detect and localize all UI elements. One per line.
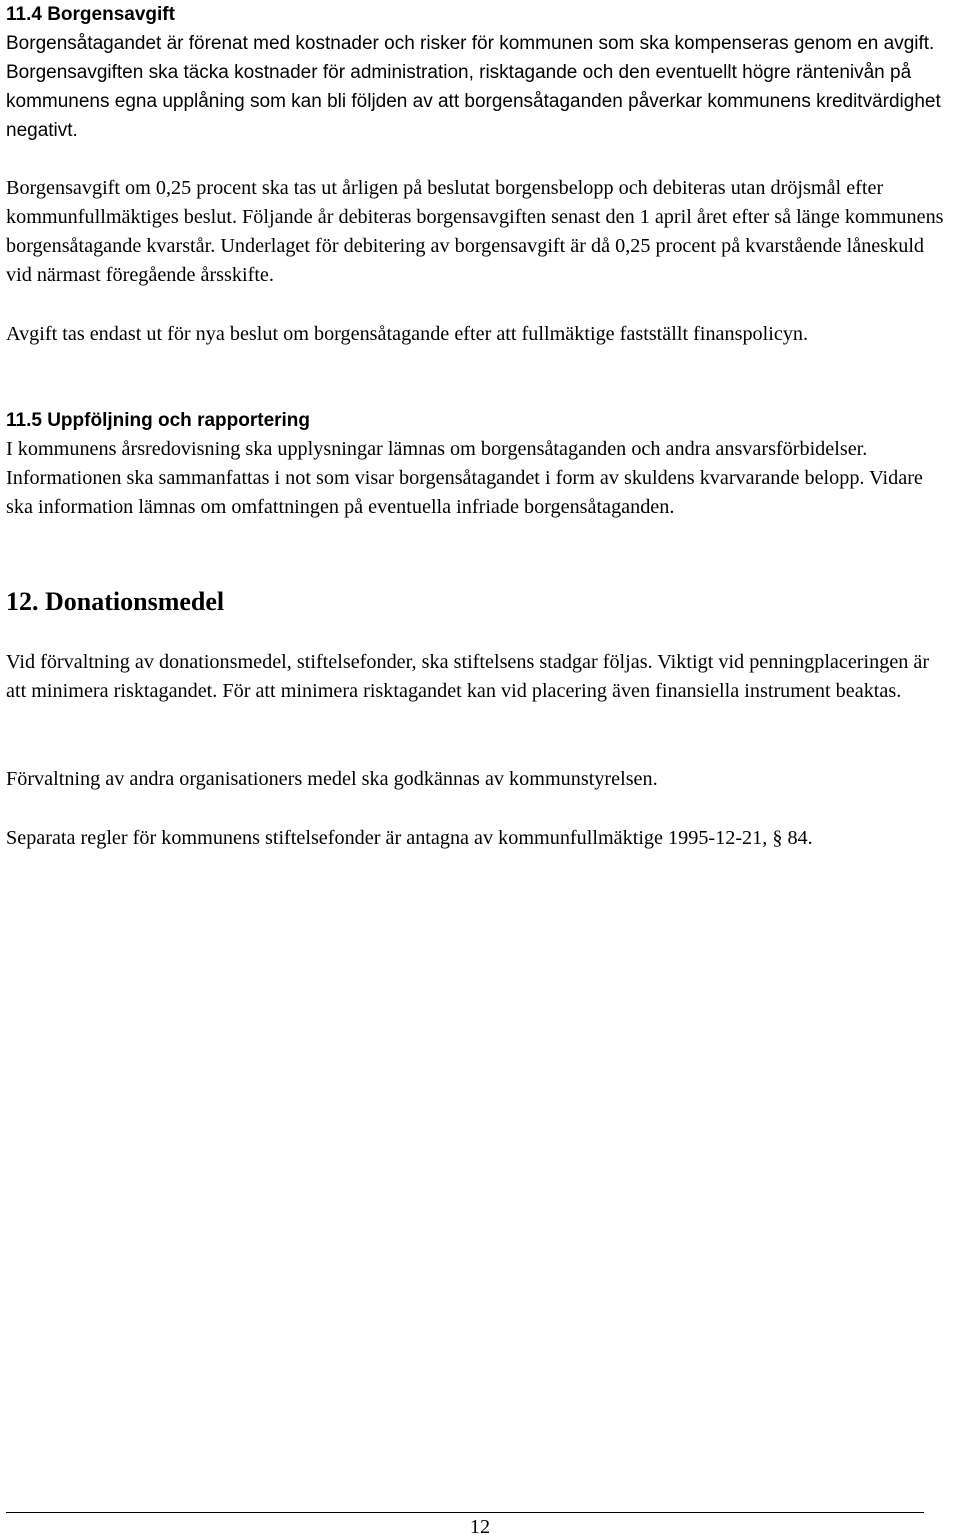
paragraph: Borgensavgift om 0,25 procent ska tas ut årligen på beslutat borgensbelopp och debiteras utan dröjsmål efter kommunfullmäktiges beslut. Följande år debiteras borgensavgiften senast den 1 april året efter så länge kommunens borgensåtagande kvarstår. Underlaget för debitering av borgensavgift är då 0,25 procent på kvarstående låneskuld vid närmast föregående årsskifte. [6, 177, 944, 286]
section-heading: 11.5 Uppföljning och rapportering [6, 410, 311, 431]
footer-divider [6, 1512, 924, 1513]
page-number: 12 [469, 1516, 491, 1538]
paragraph-other-organisations [6, 765, 954, 794]
paragraph: Vid förvaltning av donationsmedel, stiftelsefonder, ska stiftelsens stadgar följas. Viktigt vid penningplaceringen är att minimera risktagandet. För att minimera risktagandet kan vid placering även finansiella instrument beaktas. [6, 651, 930, 702]
paragraph: Separata regler för kommunens stiftelsefonder är antagna av kommunfullmäktige 1995-12-21, § 84. [6, 827, 813, 849]
section-intro: Borgensåtagandet är förenat med kostnader och risker för kommunen som ska kompenseras genom en avgift. Borgensavgiften ska täcka kostnader för administration, risktagande och den eventuellt högre räntenivån på kommunens egna upplåning som kan bli följden av att borgensåtaganden påverkar kommunens kreditvärdighet negativt. [6, 33, 941, 141]
section-11-4 [6, 0, 954, 145]
section-heading: 11.4 Borgensavgift [6, 4, 175, 25]
paragraph: Förvaltning av andra organisationers medel ska godkännas av kommunstyrelsen. [6, 768, 658, 790]
section-11-5 [6, 406, 954, 522]
paragraph-donations [6, 648, 954, 706]
paragraph-separate-rules [6, 824, 954, 853]
paragraph-fee-scope [6, 320, 954, 349]
section-heading: 12. Donationsmedel [6, 587, 225, 616]
section-12 [6, 586, 954, 618]
paragraph: Avgift tas endast ut för nya beslut om borgensåtagande efter att fullmäktige fastställt finanspolicyn. [6, 323, 809, 345]
paragraph: I kommunens årsredovisning ska upplysningar lämnas om borgensåtaganden och andra ansvarsförbidelser. Informationen ska sammanfattas i not som visar borgensåtagandet i form av skuldens kvarvarande belopp. Vidare ska information lämnas om omfattningen på eventuella infriade borgensåtaganden. [6, 438, 923, 518]
paragraph-fee-rate [6, 174, 954, 290]
